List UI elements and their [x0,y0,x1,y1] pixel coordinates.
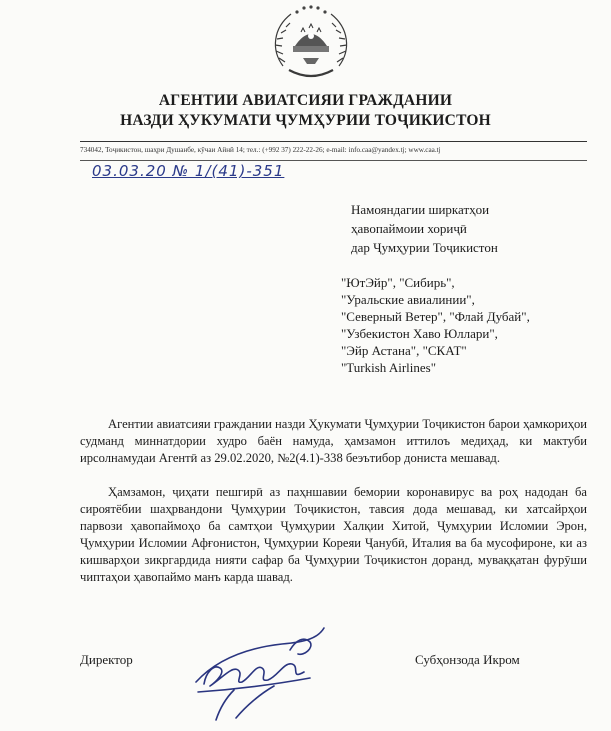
addressee-block [351,200,498,257]
reference-number: 03.03.20 № 1/(41)-351 [92,162,285,180]
carrier-item: "ЮтЭйр", "Сибирь", [341,275,455,290]
carrier-item: "Северный Ветер", "Флай Дубай", [341,309,530,324]
org-title-line2: НАЗДИ ҲУКУМАТИ ҶУМҲУРИИ ТОҶИКИСТОН [120,112,491,129]
carrier-item: "Узбекистон Хаво Юллари", [341,326,498,341]
contact-line: 734042, Тоҷикистон, шаҳри Душанбе, кӯчаи Айнӣ 14; тел.: (+992 37) 222-22-26; e-mail: info.caa@yandex.tj; www.caa.tj [80,146,441,154]
signatory-name: Субҳонзода Икром [415,652,520,667]
carrier-item: "Уральские авиалинии", [341,292,475,307]
contact-divider [80,160,587,161]
carrier-item: "Эйр Астана", "СКАТ" [341,343,467,358]
header-divider [80,141,587,142]
carrier-list [341,274,530,376]
addressee-line: ҳавопаймоии хориҷӣ [351,221,467,236]
handwritten-signature [186,620,336,728]
addressee-line: дар Ҷумҳурии Тоҷикистон [351,240,498,255]
signatory-role: Директор [80,652,133,667]
state-emblem-icon [263,2,359,86]
body-paragraph-1: Агентии авиатсияи граждании назди Ҳукумати Ҷумҳурии Тоҷикистон барои ҳамкориҳои судманд миннатдории худро баён намуда, ҳамзамон иттилоъ медиҳад, ки мактуби ирсолнамудаи Агентӣ аз 29.02.2020, №2(4.1)-338 беэътибор дониста мешавад. [80,417,587,465]
carrier-item: "Turkish Airlines" [341,360,437,375]
body-paragraph-2: Ҳамзамон, ҷиҳати пешгирӣ аз паҳншавии бемории коронавирус ва роҳ надодан ба сироятёбии шаҳрвандони Ҷумҳурии Тоҷикистон, тавсия дода мешавад, ки хатсайрҳои парвози ҳавопаймоҳо ба самтҳои Ҷумҳурии Халқии Хитой, Ҷумҳурии Исломии Эрон, Ҷумҳурии Исломии Афғонистон, Ҷумҳурии Кореяи Ҷанубӣ, Италия ва ба мусофироне, ки аз кишварҳои зикргардида нияти сафар ба Ҷумҳурии Тоҷикистон доранд, муваққатан фурӯши чиптаҳои ҳавопаймо манъ карда шавад. [80,485,587,584]
org-title-line1: АГЕНТИИ АВИАТСИЯИ ГРАЖДАНИИ [158,92,453,109]
addressee-line: Намояндагии ширкатҳои [351,202,490,217]
